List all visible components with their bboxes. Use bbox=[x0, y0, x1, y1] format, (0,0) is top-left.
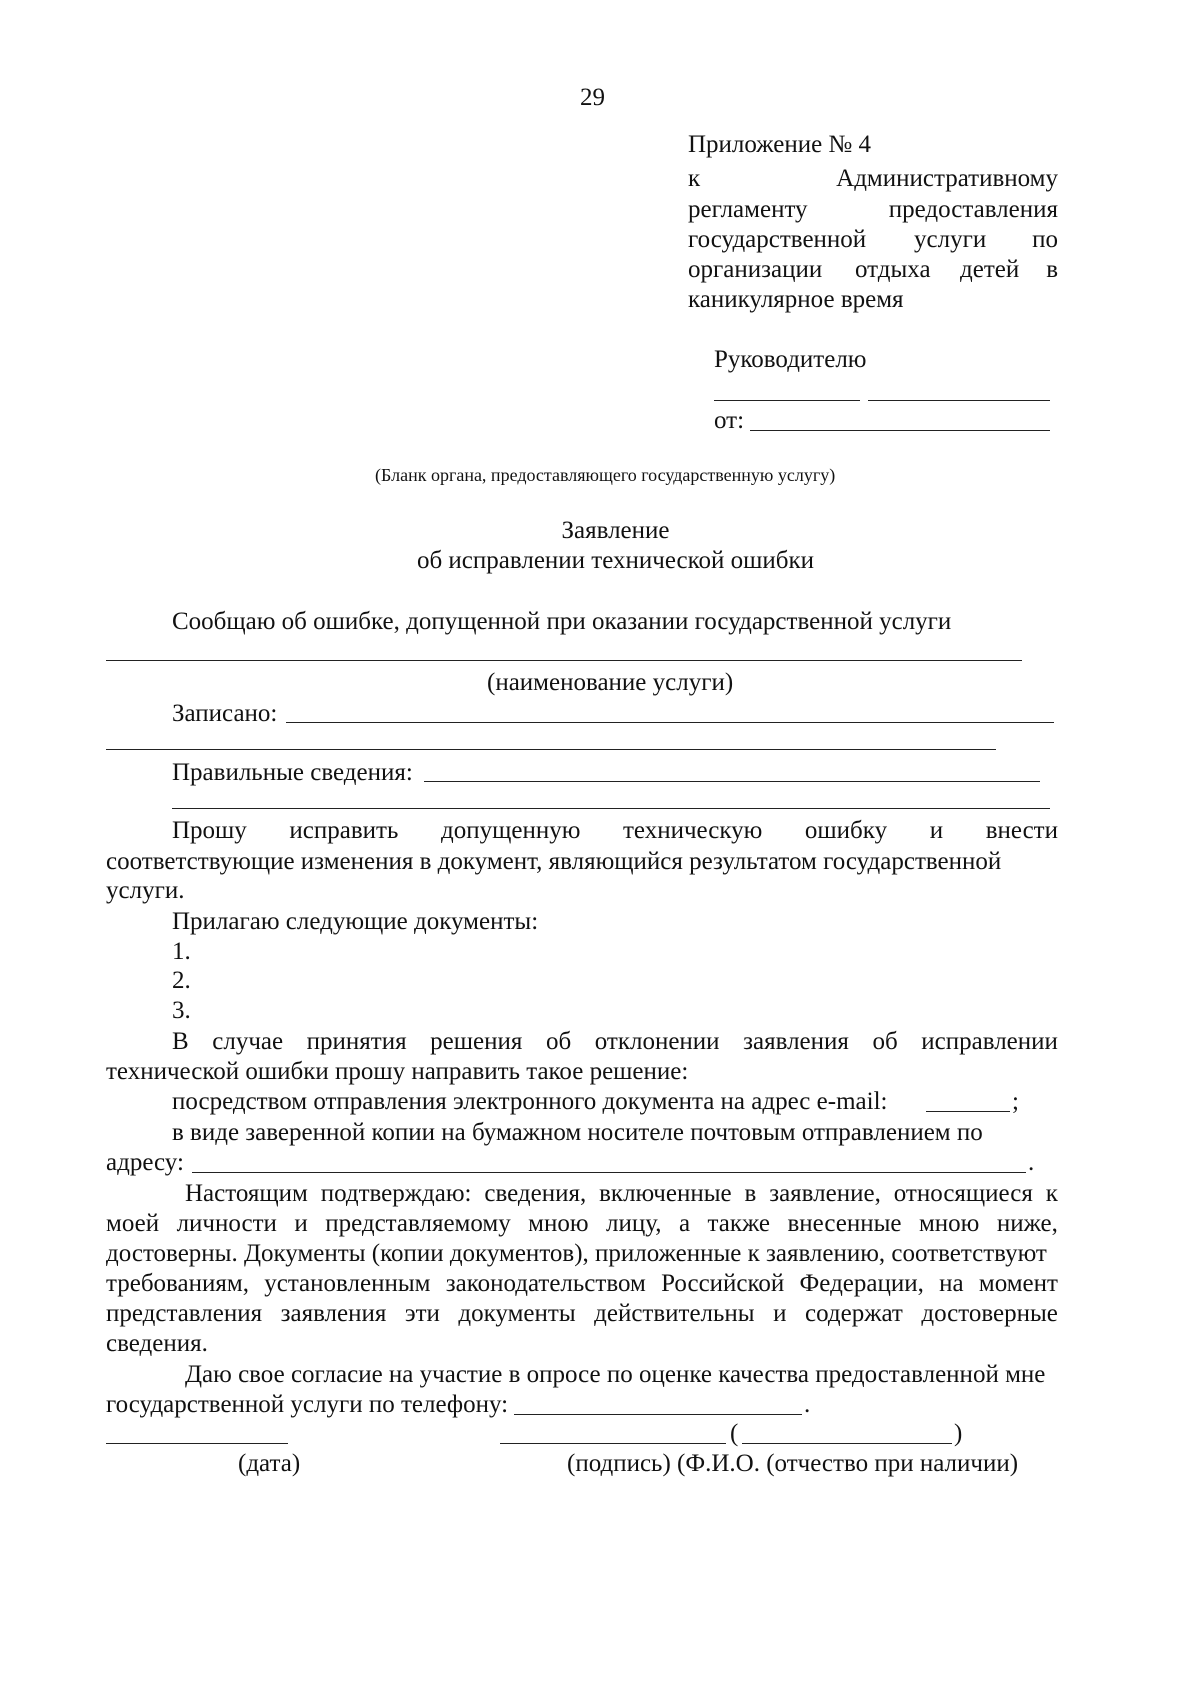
word: об bbox=[872, 1028, 898, 1055]
attach-heading: Прилагаю следующие документы: bbox=[172, 908, 539, 935]
appendix-word: по bbox=[1032, 226, 1058, 253]
word: личности bbox=[176, 1210, 277, 1237]
confirm-line-1 bbox=[185, 1181, 1058, 1206]
word: допущенную bbox=[441, 817, 581, 844]
addressee-from-blank[interactable] bbox=[750, 430, 1050, 431]
word: и bbox=[294, 1210, 308, 1237]
word: и bbox=[929, 817, 944, 844]
word: заявления bbox=[743, 1028, 849, 1055]
word: случае bbox=[212, 1028, 284, 1055]
word: представления bbox=[106, 1300, 263, 1327]
appendix-word: детей bbox=[960, 256, 1020, 283]
word: законодательством bbox=[445, 1270, 646, 1297]
rejection-paper: в виде заверенной копии на бумажном носителе почтовым отправлением по bbox=[172, 1119, 983, 1146]
word: Российской bbox=[661, 1270, 785, 1297]
word: исправить bbox=[289, 817, 399, 844]
appendix-word: услуги bbox=[914, 226, 987, 253]
confirm-line-6: сведения. bbox=[106, 1330, 208, 1357]
word: заявление, bbox=[769, 1180, 881, 1207]
written-blank[interactable] bbox=[286, 722, 1054, 723]
word: об bbox=[545, 1028, 572, 1055]
attach-item-1: 1. bbox=[172, 938, 191, 965]
written-blank-continued[interactable] bbox=[106, 749, 996, 750]
word: моей bbox=[106, 1210, 160, 1237]
appendix-word: Административному bbox=[836, 165, 1058, 192]
attach-item-3: 3. bbox=[172, 997, 191, 1024]
word: момент bbox=[978, 1270, 1058, 1297]
request-line-2: соответствующие изменения в документ, являющийся результатом государственной bbox=[106, 848, 1002, 875]
correct-blank-continued[interactable] bbox=[172, 808, 1050, 809]
address-blank[interactable] bbox=[192, 1172, 1026, 1173]
email-blank[interactable] bbox=[926, 1111, 1010, 1112]
document-title: Заявление bbox=[561, 517, 670, 544]
appendix-word: отдыха bbox=[855, 256, 931, 283]
word: мною bbox=[918, 1210, 980, 1237]
appendix-word: каникулярное время bbox=[688, 286, 904, 313]
consent-line-2: государственной услуги по телефону: bbox=[106, 1391, 509, 1418]
addressee-from-label: от: bbox=[714, 407, 745, 434]
rejection-email-label: посредством отправления электронного документа на адрес e-mail: bbox=[172, 1088, 888, 1115]
word: Настоящим bbox=[185, 1180, 308, 1207]
word: представляемому bbox=[325, 1210, 511, 1237]
word: действительны bbox=[594, 1300, 755, 1327]
service-name-blank[interactable] bbox=[106, 660, 1022, 661]
request-line-1 bbox=[172, 818, 1058, 843]
confirm-line-2 bbox=[106, 1211, 1058, 1236]
word: эти bbox=[404, 1300, 440, 1327]
word: также bbox=[707, 1210, 771, 1237]
paren-open: ( bbox=[730, 1420, 739, 1447]
paren-close: ) bbox=[954, 1420, 963, 1447]
word: достоверные bbox=[921, 1300, 1058, 1327]
word: лицу, bbox=[606, 1210, 662, 1237]
signature-blank[interactable] bbox=[500, 1443, 726, 1444]
addressee-name-blank-1[interactable] bbox=[714, 400, 860, 401]
sign-caption: (подпись) (Ф.И.О. (отчество при наличии) bbox=[567, 1450, 1019, 1477]
blank-caption: (Бланк органа, предоставляющего государственную услугу) bbox=[375, 465, 836, 485]
word: ниже, bbox=[996, 1210, 1058, 1237]
rejection-line-1 bbox=[172, 1029, 1058, 1054]
appendix-word: в bbox=[1046, 256, 1058, 283]
word: Федерации, bbox=[799, 1270, 924, 1297]
word: заявления bbox=[280, 1300, 387, 1327]
report-line: Сообщаю об ошибке, допущенной при оказании государственной услуги bbox=[172, 608, 952, 635]
correct-label: Правильные сведения: bbox=[172, 759, 413, 786]
attach-item-2: 2. bbox=[172, 967, 191, 994]
appendix-word: предоставления bbox=[888, 196, 1058, 223]
word: установленным bbox=[264, 1270, 431, 1297]
word: включенные bbox=[599, 1180, 732, 1207]
word: ошибку bbox=[804, 817, 888, 844]
rejection-line-2: технической ошибки прошу направить такое решение: bbox=[106, 1058, 689, 1085]
document-subtitle: об исправлении технической ошибки bbox=[416, 547, 815, 574]
word: отклонении bbox=[594, 1028, 720, 1055]
service-caption: (наименование услуги) bbox=[487, 669, 734, 696]
appendix-word: к bbox=[688, 165, 701, 192]
word: подтверждаю: bbox=[320, 1180, 472, 1207]
word: документы bbox=[458, 1300, 576, 1327]
word: требованиям, bbox=[106, 1270, 249, 1297]
word: относящиеся bbox=[893, 1180, 1033, 1207]
word: содержат bbox=[805, 1300, 903, 1327]
word: а bbox=[678, 1210, 691, 1237]
appendix-word: организации bbox=[688, 256, 823, 283]
page-number: 29 bbox=[580, 84, 605, 111]
address-label: адресу: bbox=[106, 1149, 184, 1176]
word: В bbox=[172, 1028, 189, 1055]
word: техническую bbox=[623, 817, 763, 844]
word: и bbox=[773, 1300, 787, 1327]
word: в bbox=[744, 1180, 757, 1207]
appendix-title: Приложение № 4 bbox=[688, 131, 872, 158]
consent-end: . bbox=[804, 1391, 811, 1418]
appendix-word: регламенту bbox=[688, 196, 808, 223]
confirm-line-3: достоверны. Документы (копии документов), приложенные к заявлению, соответствуют bbox=[106, 1240, 1047, 1267]
written-label: Записано: bbox=[172, 700, 278, 727]
addressee-to: Руководителю bbox=[714, 346, 867, 373]
date-caption: (дата) bbox=[238, 1450, 301, 1477]
word: внести bbox=[985, 817, 1058, 844]
word: внесенные bbox=[787, 1210, 902, 1237]
address-end: . bbox=[1028, 1149, 1035, 1176]
appendix-word: государственной bbox=[688, 226, 867, 253]
word: решения bbox=[430, 1028, 523, 1055]
word: исправлении bbox=[921, 1028, 1058, 1055]
word: к bbox=[1045, 1180, 1058, 1207]
email-end: ; bbox=[1012, 1088, 1019, 1115]
word: принятия bbox=[306, 1028, 407, 1055]
phone-blank[interactable] bbox=[514, 1414, 802, 1415]
correct-blank[interactable] bbox=[424, 781, 1040, 782]
addressee-name-blank-2[interactable] bbox=[868, 400, 1050, 401]
date-blank[interactable] bbox=[106, 1443, 288, 1444]
word: на bbox=[939, 1270, 964, 1297]
confirm-line-5 bbox=[106, 1301, 1058, 1326]
confirm-line-4 bbox=[106, 1271, 1058, 1296]
word: мною bbox=[528, 1210, 589, 1237]
fio-blank[interactable] bbox=[742, 1443, 952, 1444]
request-line-3: услуги. bbox=[106, 877, 185, 904]
consent-line-1: Даю свое согласие на участие в опросе по оценке качества предоставленной мне bbox=[185, 1361, 1046, 1388]
word: сведения, bbox=[484, 1180, 587, 1207]
word: Прошу bbox=[172, 817, 247, 844]
